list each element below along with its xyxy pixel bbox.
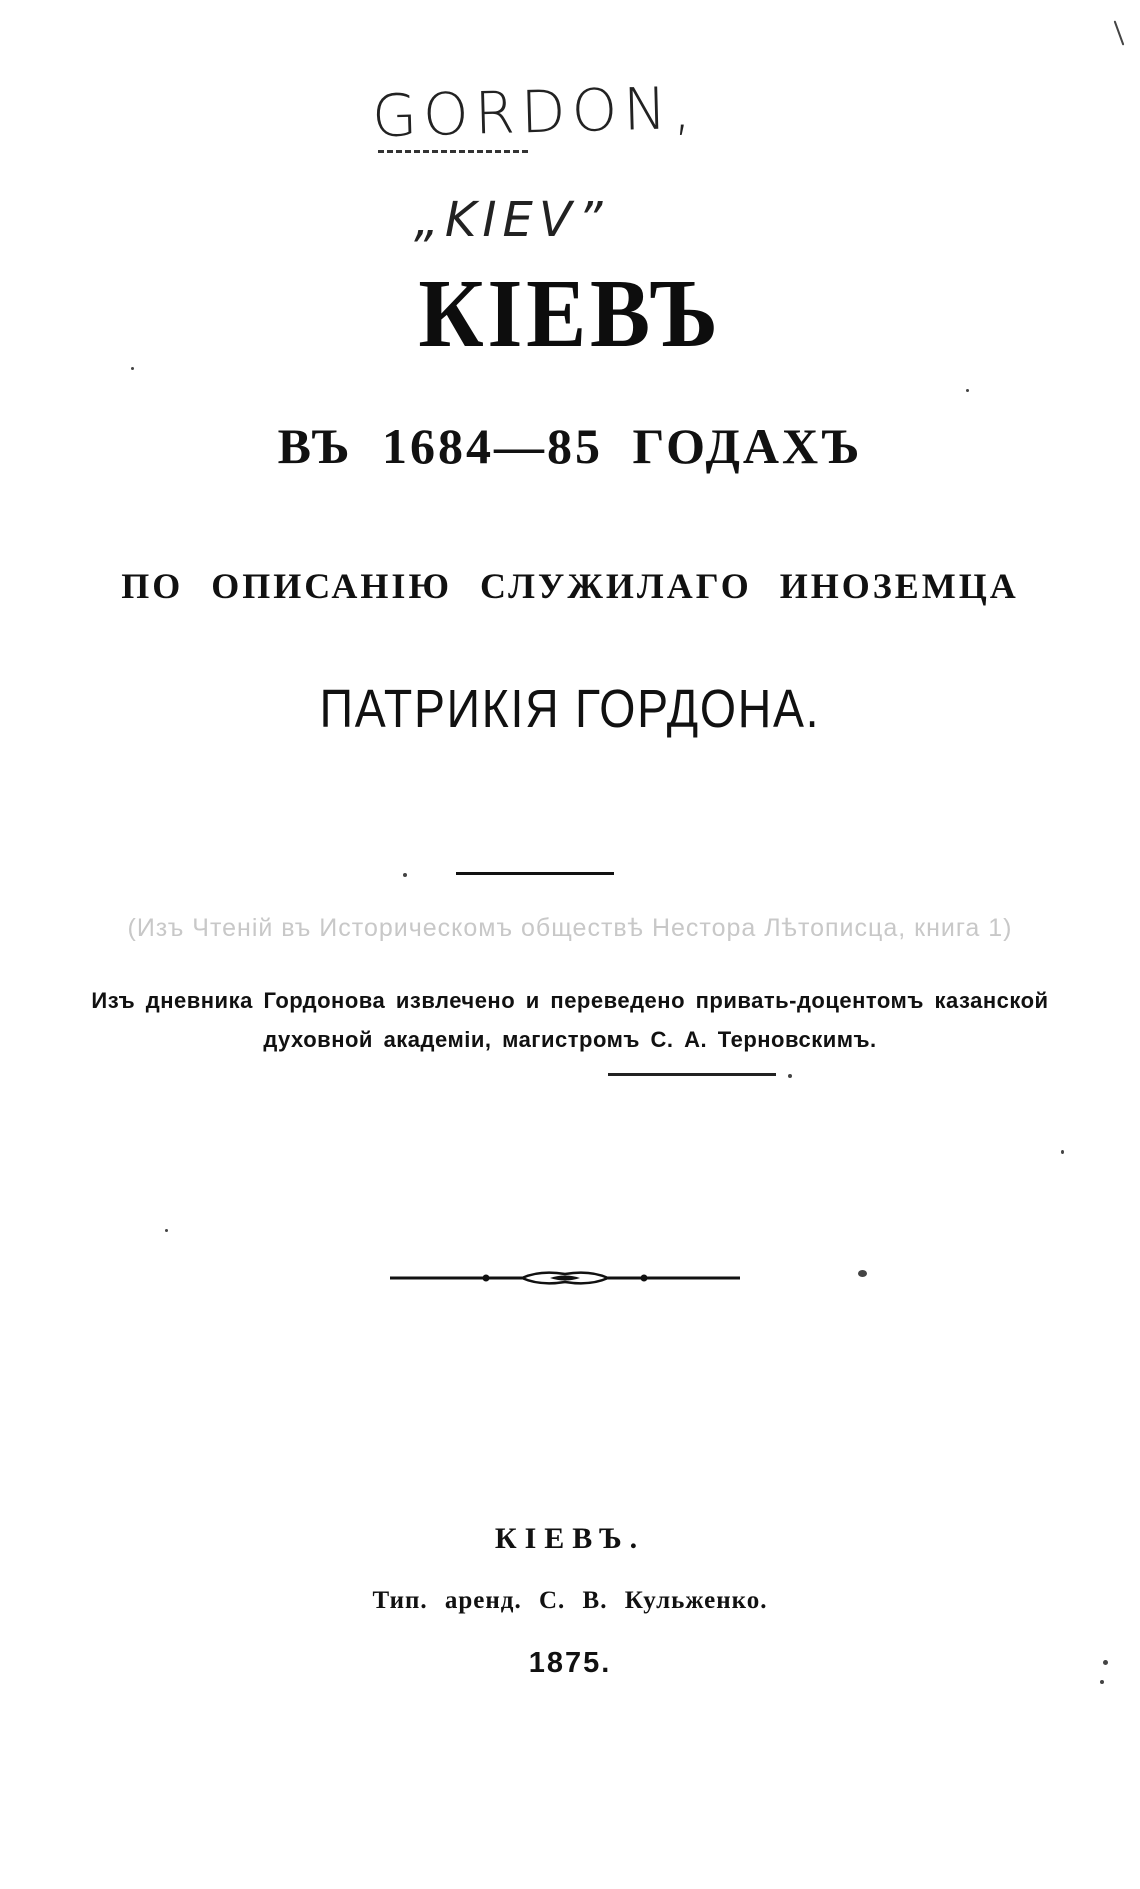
scan-speck bbox=[1114, 20, 1125, 45]
faded-source-line: (Изъ Чтенiй въ Историческомъ обществѣ Нестора Лѣтописца, книга 1) bbox=[127, 914, 1013, 942]
author-name: ПАТРИКIЯ ГОРДОНА. bbox=[319, 679, 821, 739]
scan-speck bbox=[1100, 1680, 1104, 1684]
book-subtitle-years: ВЪ 1684—85 ГОДАХЪ bbox=[277, 418, 863, 474]
book-subtitle-description: ПО ОПИСАНIЮ СЛУЖИЛАГО ИНОЗЕМЦА bbox=[121, 566, 1019, 606]
imprint-printer: Тип. аренд. С. В. Кульженко. bbox=[372, 1587, 768, 1614]
translator-credit-line-1: Изъ дневника Гордонова извлечено и переведено привать-доцентомъ казанской bbox=[91, 988, 1049, 1013]
translator-credit-line-2: духовной академiи, магистромъ С. А. Терновскимъ. bbox=[263, 1027, 877, 1052]
scan-speck bbox=[131, 367, 134, 370]
ornamental-divider bbox=[390, 1268, 740, 1288]
book-title: КIЕВЪ bbox=[418, 260, 722, 368]
handwritten-title-note: „KIEV” bbox=[414, 192, 609, 248]
imprint-city: КIЕВЪ. bbox=[494, 1522, 646, 1555]
handwritten-author-note: GORDON, bbox=[371, 73, 698, 151]
scan-speck bbox=[788, 1074, 792, 1078]
title-divider bbox=[456, 872, 614, 875]
scan-speck bbox=[1103, 1660, 1108, 1665]
scan-speck bbox=[165, 1229, 168, 1232]
handwritten-underline bbox=[378, 150, 528, 153]
scan-speck bbox=[403, 873, 407, 877]
scan-speck bbox=[966, 389, 969, 392]
credit-underline bbox=[608, 1073, 776, 1076]
scan-speck bbox=[1061, 1150, 1064, 1154]
imprint-year: 1875. bbox=[528, 1647, 612, 1679]
scan-speck bbox=[858, 1270, 867, 1277]
